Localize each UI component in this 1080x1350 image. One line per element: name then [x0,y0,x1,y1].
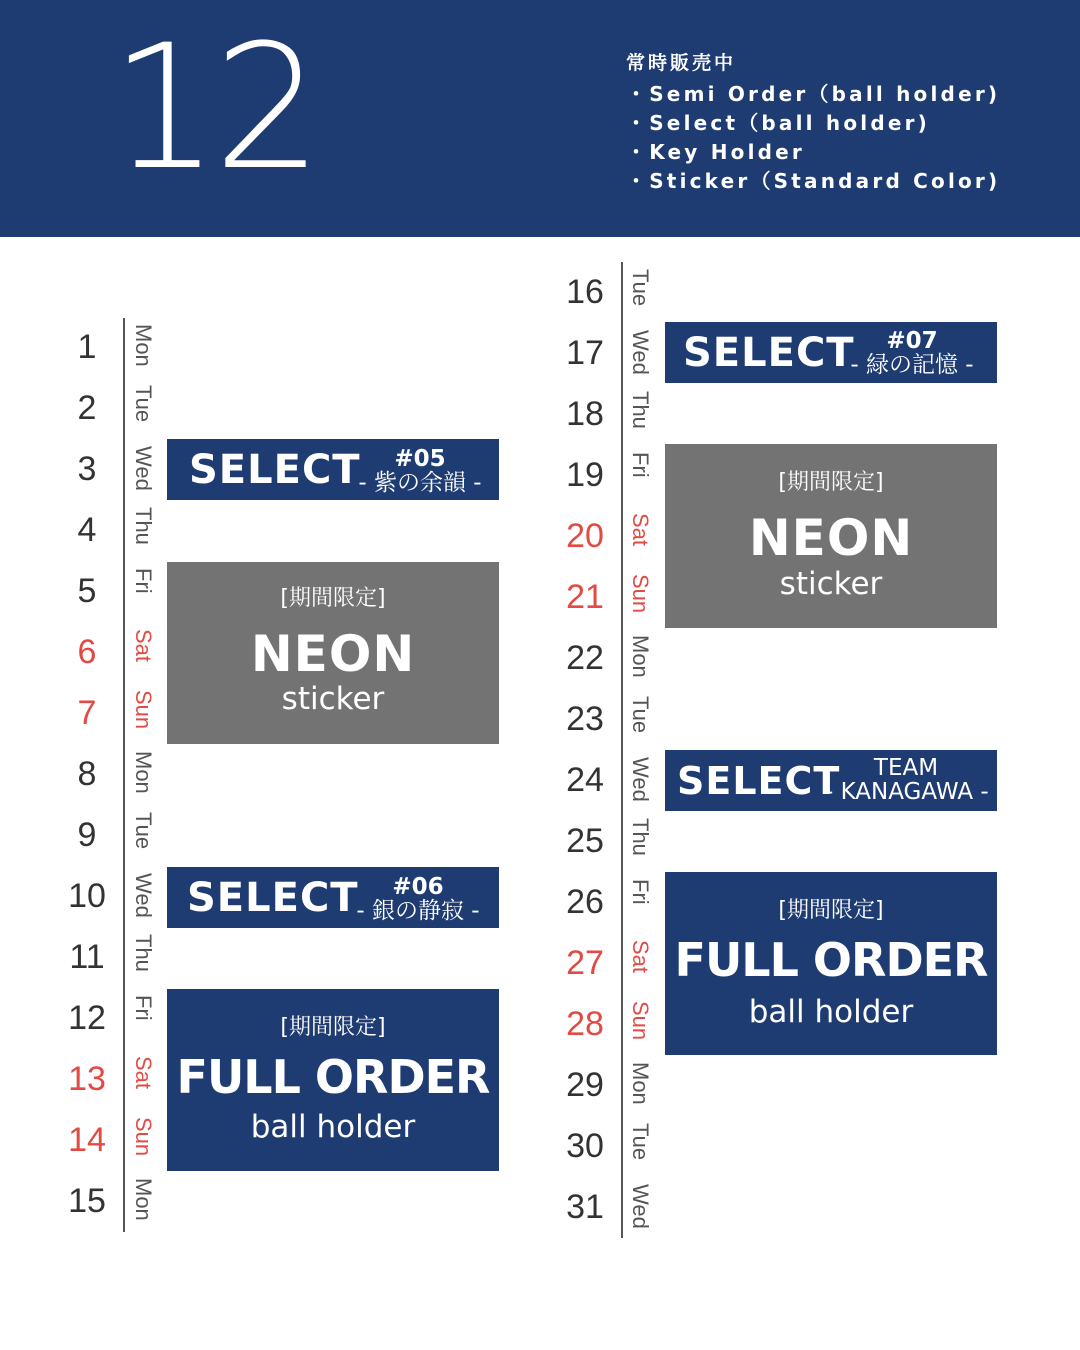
day-number: 6 [77,633,97,671]
event-subtitle: sticker [779,566,883,602]
event-name: - 緑の記憶 - [850,352,974,378]
event-full-order [665,872,997,1055]
day-number: 5 [77,572,97,610]
event-title: NEON [748,509,914,567]
day-number: 18 [566,395,604,433]
weekday-label: Fri [131,995,156,1021]
weekday-label: Fri [131,568,156,594]
weekday-label: Sat [131,629,156,663]
event-name: - 銀の静寂 - [356,898,480,924]
weekday-label: Wed [628,757,653,802]
weekday-label: Mon [131,1178,156,1221]
day-number: 11 [69,938,105,976]
day-number: 24 [566,761,604,799]
weekday-label: Wed [131,446,156,491]
day-number: 13 [68,1060,106,1098]
header-banner [0,0,1080,237]
day-number: 4 [77,511,97,549]
event-subtitle [351,875,485,923]
weekday-label: Sun [131,1117,156,1157]
weekday-label: Tue [131,385,156,423]
event-subtitle [845,329,979,377]
event-name: - 紫の余韻 - [358,470,482,496]
event-subtitle [825,756,987,804]
event-title: NEON [250,625,416,683]
day-number: 8 [77,755,97,793]
day-number: 22 [566,639,604,677]
event-number: #05 [394,446,446,472]
weekday-label: Mon [131,751,156,794]
weekday-label: Sun [628,574,653,614]
weekday-label: Mon [131,324,156,367]
weekday-label: Sat [628,513,653,547]
day-number: 10 [68,877,106,915]
day-number: 19 [566,456,604,494]
always-on-sale-panel [626,50,1000,196]
event-select-team-kanagawa [665,750,997,811]
day-number: 16 [566,273,604,311]
event-title: SELECT [187,875,359,921]
day-number: 20 [566,517,604,555]
day-number: 21 [566,578,604,616]
day-number: 26 [566,883,604,921]
weekday-label: Tue [628,269,653,307]
day-number: 12 [68,999,106,1037]
weekday-label: Wed [131,873,156,918]
event-select-06 [167,867,499,928]
weekday-label: Mon [628,1062,653,1105]
product-semi-order: ・Semi Order（ball holder) [626,82,1001,106]
weekday-label: Fri [628,452,653,478]
weekday-label: Thu [131,507,156,545]
always-on-sale-title: 常時販売中 [626,52,737,74]
event-name: - KANAGAWA - [825,779,989,805]
event-title: SELECT [683,330,855,376]
day-number: 7 [77,694,97,732]
day-number: 3 [77,450,97,488]
weekday-label: Sun [628,1001,653,1041]
left-timeline-rule [123,318,125,1232]
weekday-label: Wed [628,1184,653,1229]
day-number: 15 [68,1182,106,1220]
day-number: 17 [566,334,604,372]
event-select-07 [665,322,997,383]
weekday-label: Tue [131,812,156,850]
day-number: 1 [77,328,97,366]
product-key-holder: ・Key Holder [626,140,805,164]
event-neon-sticker [167,562,499,744]
product-sticker: ・Sticker（Standard Color) [626,169,1001,193]
event-title: SELECT [189,447,361,493]
event-period: [期間限定] [280,1015,386,1040]
event-title: FULL ORDER [674,933,988,987]
event-full-order [167,989,499,1171]
weekday-label: Wed [628,330,653,375]
event-number: #06 [392,874,444,900]
weekday-label: Fri [628,879,653,905]
event-period: [期間限定] [778,470,884,495]
weekday-label: Sat [628,940,653,974]
day-number: 30 [566,1127,604,1165]
weekday-label: Mon [628,635,653,678]
event-period: [期間限定] [778,898,884,923]
event-period: [期間限定] [280,586,386,611]
day-number: 27 [566,944,604,982]
day-number: 9 [77,816,97,854]
day-number: 23 [566,700,604,738]
event-subtitle: ball holder [748,994,914,1030]
event-team-label: TEAM [873,755,939,781]
event-select-05 [167,439,499,500]
day-number: 29 [566,1066,604,1104]
event-subtitle: sticker [281,681,385,717]
month-number: 12 [110,7,317,208]
weekday-label: Sat [131,1056,156,1090]
weekday-label: Tue [628,1123,653,1161]
event-neon-sticker [665,444,997,628]
right-timeline-rule [621,262,623,1238]
day-number: 28 [566,1005,604,1043]
event-subtitle: ball holder [250,1109,416,1145]
day-number: 31 [566,1188,604,1226]
weekday-label: Tue [628,696,653,734]
event-subtitle [353,447,487,495]
weekday-label: Sun [131,690,156,730]
event-title: FULL ORDER [176,1050,490,1104]
event-title: SELECT [677,759,841,803]
event-number: #07 [886,328,938,354]
day-number: 2 [77,389,97,427]
weekday-label: Thu [628,818,653,856]
product-select: ・Select（ball holder) [626,111,931,135]
weekday-label: Thu [131,934,156,972]
day-number: 25 [566,822,604,860]
weekday-label: Thu [628,391,653,429]
day-number: 14 [68,1121,106,1159]
